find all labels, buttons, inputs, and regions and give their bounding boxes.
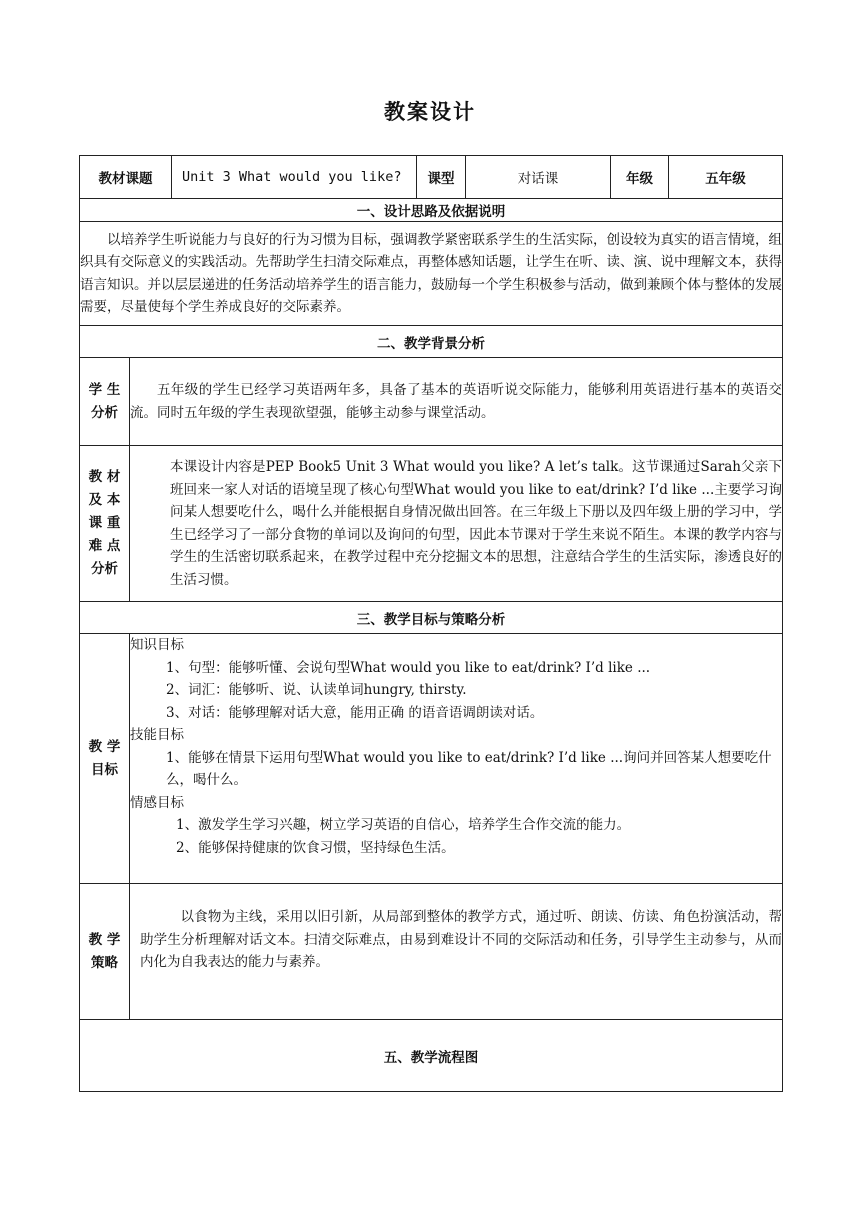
grade-label: 年级	[611, 156, 669, 199]
lesson-plan-table	[79, 155, 783, 1092]
knowledge-goal-1: 1、句型：能够听懂、会说句型What would you like to eat/drink? I’d like ...	[166, 659, 651, 676]
section2-heading: 二、教学背景分析	[80, 326, 783, 358]
section1-heading: 一、设计思路及依据说明	[80, 199, 783, 222]
course-label: 教材课题	[80, 156, 172, 199]
course-value: Unit 3 What would you like?	[172, 156, 417, 199]
strategy-label-line1: 教 学	[88, 931, 121, 948]
goals-content	[130, 634, 783, 884]
grade-value: 五年级	[669, 156, 783, 199]
section5-heading: 五、教学流程图	[80, 1020, 783, 1092]
type-label: 课型	[417, 156, 466, 199]
student-analysis-text: 五年级的学生已经学习英语两年多，具备了基本的英语听说交际能力，能够利用英语进行基本的英语交流。同时五年级的学生表现欲望强，能够主动参与课堂活动。	[130, 358, 783, 446]
section3-heading: 三、教学目标与策略分析	[80, 602, 783, 634]
goals-label	[80, 634, 130, 884]
header-row	[80, 156, 783, 199]
material-label-line4: 难 点	[88, 538, 121, 554]
type-value: 对话课	[466, 156, 611, 199]
document-title: 教案设计	[384, 100, 476, 124]
emotion-goal-2: 2、能够保持健康的饮食习惯，坚持绿色生活。	[176, 839, 455, 856]
knowledge-goal-2: 2、词汇：能够听、说、认读单词hungry, thirsty.	[166, 682, 467, 698]
strategy-text: 以食物为主线，采用以旧引新，从局部到整体的教学方式，通过听、朗读、仿读、角色扮演活动，帮助学生分析理解对话文本。扫清交际难点，由易到难设计不同的交际活动和任务，引导学生主动参与，从而内化为自我表达的能力与素养。	[130, 884, 783, 1020]
emotion-goal-1: 1、激发学生学习兴趣，树立学习英语的自信心，培养学生合作交流的能力。	[176, 817, 631, 833]
strategy-label	[80, 884, 130, 1020]
student-label-line2: 分析	[91, 404, 118, 421]
material-label-line1: 教 材	[88, 469, 121, 485]
knowledge-goal-3: 3、对话：能够理解对话大意，能用正确 的语音语调朗读对话。	[166, 704, 544, 721]
skill-goal-1: 1、能够在情景下运用句型What would you like to eat/drink? I’d like ...询问并回答某人想要吃什么，喝什么。	[166, 749, 772, 788]
material-analysis-text: 本课设计内容是PEP Book5 Unit 3 What would you like? A let’s talk。这节课通过Sarah父亲下班回来一家人对话的语境呈现了核心句型What would you like to eat/drink? I’d like ...主要学习询问某人想要吃什么，喝什么并能根据自身情况做出回答。在三年级上下册以及四年级上册的学习中，学生已经学习了一部分食物的单词以及询问的句型，因此本节课对于学生来说不陌生。本课的教学内容与学生的生活密切联系起来，在教学过程中充分挖掘文本的思想，注意结合学生的生活实际，渗透良好的生活习惯。	[130, 446, 783, 602]
material-analysis-label	[80, 446, 130, 602]
skill-goals-title: 技能目标	[130, 727, 184, 743]
student-analysis-label	[80, 358, 130, 446]
material-label-line2: 及 本	[88, 492, 121, 508]
section1-text: 以培养学生听说能力与良好的行为习惯为目标，强调教学紧密联系学生的生活实际，创设较为真实的语言情境，组织具有交际意义的实践活动。先帮助学生扫清交际难点，再整体感知话题，让学生在听、读、演、说中理解文本，获得语言知识。并以层层递进的任务活动培养学生的语言能力，鼓励每一个学生积极参与活动，做到兼顾个体与整体的发展需要，尽量使每个学生养成良好的交际素养。	[80, 222, 783, 326]
student-label-line1: 学 生	[88, 381, 121, 398]
emotion-goals-title: 情感目标	[130, 794, 184, 811]
material-label-line3: 课 重	[88, 515, 121, 531]
strategy-label-line2: 策略	[91, 954, 118, 971]
material-label-line5: 分析	[91, 561, 118, 577]
goals-label-line2: 目标	[91, 761, 118, 778]
goals-label-line1: 教 学	[88, 738, 121, 755]
knowledge-goals-title: 知识目标	[130, 637, 184, 653]
